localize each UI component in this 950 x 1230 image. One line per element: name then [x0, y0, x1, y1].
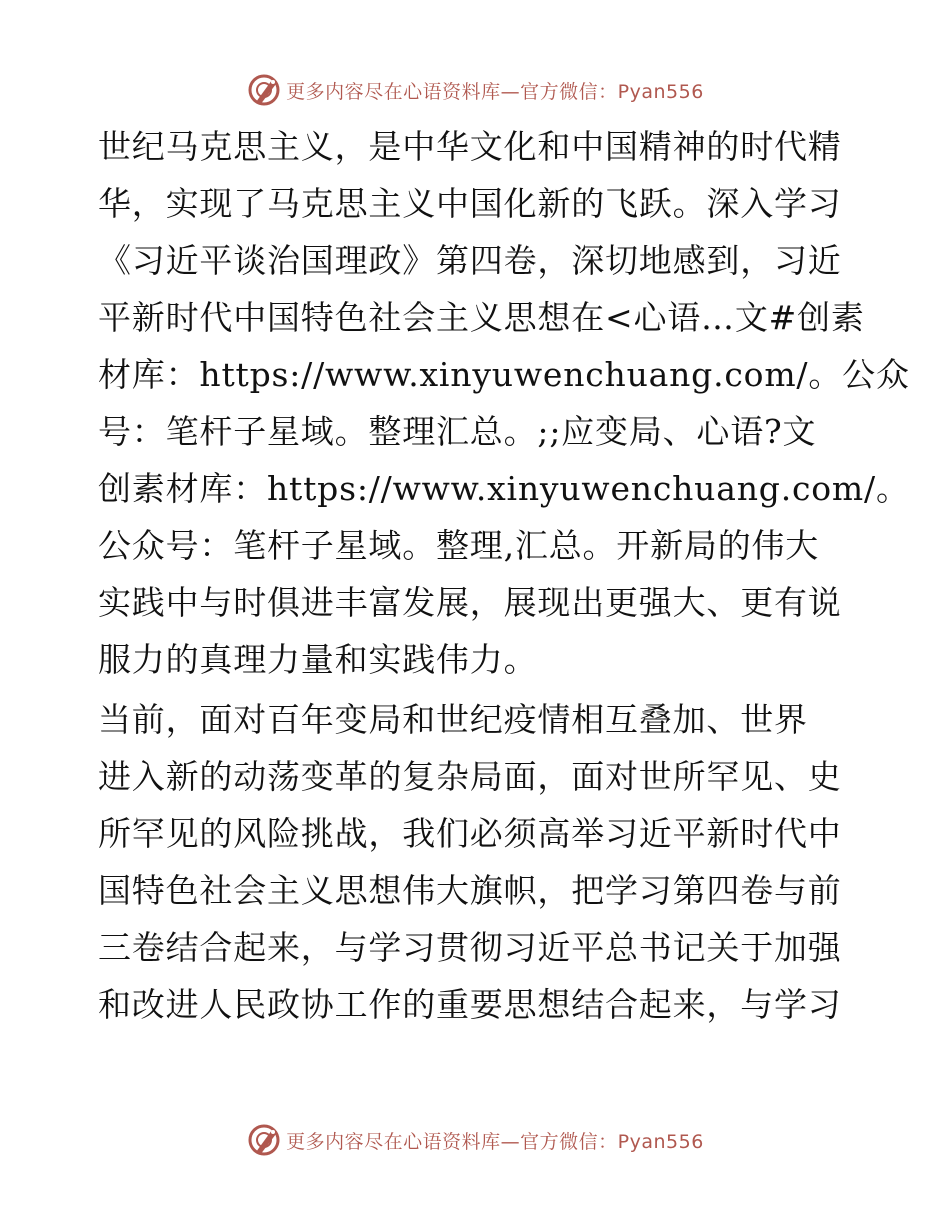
text-line: 《习近平谈治国理政》第四卷，深切地感到，习近 [98, 241, 842, 280]
text-line: 所罕见的风险挑战，我们必须高举习近平新时代中 [98, 814, 842, 853]
paragraph-2 [98, 691, 850, 1033]
footer-watermark [0, 1120, 950, 1160]
pen-nib-circle-icon [246, 72, 282, 108]
text-line: 进入新的动荡变革的复杂局面，面对世所罕见、史 [98, 757, 842, 796]
text-line: 号：笔杆子星域。整理汇总。;;应变局、心语?文 [98, 412, 817, 451]
header-watermark [0, 70, 950, 110]
text-line: 公众号：笔杆子星域。整理,汇总。开新局的伟大 [98, 526, 820, 565]
text-line: 国特色社会主义思想伟大旗帜，把学习第四卷与前 [98, 871, 842, 910]
paragraph-1 [98, 118, 910, 688]
header-watermark-text: 更多内容尽在心语资料库—官方微信：Pyan556 [286, 80, 704, 103]
text-line: 平新时代中国特色社会主义思想在<心语…文#创素 [98, 298, 865, 337]
text-line: 材库：https://www.xinyuwenchuang.com/。公众 [98, 355, 910, 394]
text-line: 服力的真理力量和实践伟力。 [98, 640, 538, 679]
text-line: 和改进人民政协工作的重要思想结合起来，与学习 [98, 985, 842, 1024]
text-line: 三卷结合起来，与学习贯彻习近平总书记关于加强 [98, 928, 842, 967]
text-line: 创素材库：https://www.xinyuwenchuang.com/。 [98, 469, 910, 508]
text-line: 华，实现了马克思主义中国化新的飞跃。深入学习 [98, 184, 842, 223]
text-line: 当前，面对百年变局和世纪疫情相互叠加、世界 [98, 700, 808, 739]
pen-nib-circle-icon [246, 1122, 282, 1158]
text-line: 世纪马克思主义，是中华文化和中国精神的时代精 [98, 127, 842, 166]
text-line: 实践中与时俱进丰富发展，展现出更强大、更有说 [98, 583, 842, 622]
footer-watermark-text: 更多内容尽在心语资料库—官方微信：Pyan556 [286, 1130, 704, 1153]
